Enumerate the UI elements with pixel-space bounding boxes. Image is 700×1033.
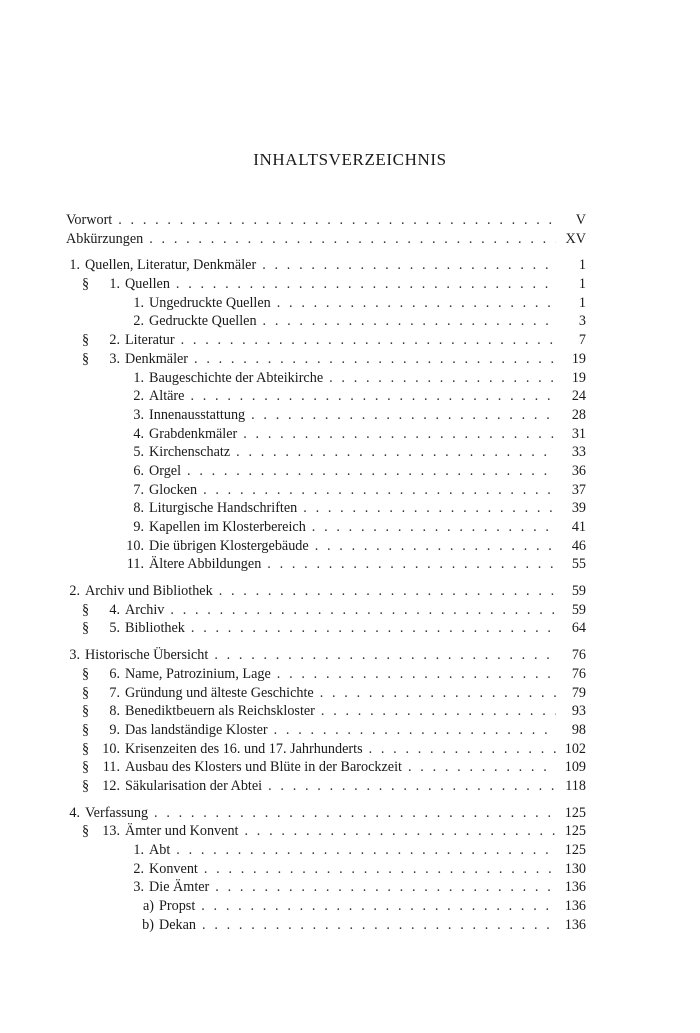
toc-entry-page-number: 19 — [571, 369, 586, 386]
dot-leader — [329, 369, 556, 388]
toc-entry-label: Literatur — [125, 332, 175, 349]
toc-entry[interactable] — [66, 582, 586, 601]
dot-leader — [181, 331, 556, 350]
toc-entry-number: 3. — [133, 406, 144, 423]
dot-leader — [267, 555, 556, 574]
toc-entry-number: 2. — [109, 332, 120, 349]
toc-entry[interactable] — [66, 916, 586, 935]
toc-entry-page-number: 125 — [564, 804, 586, 821]
toc-entry-label: Konvent — [149, 860, 198, 877]
toc-entry-label: Innenausstattung — [149, 406, 246, 423]
toc-entry-page-number: 79 — [571, 684, 586, 701]
toc-entry-number: 1. — [133, 842, 144, 858]
section-sign: § — [82, 823, 90, 840]
toc-entry-label: Altäre — [149, 388, 185, 405]
toc-entry-page-number: 55 — [571, 556, 586, 573]
toc-entry[interactable] — [66, 537, 586, 556]
toc-entry-label: Liturgische Handschriften — [149, 500, 298, 517]
dot-leader — [190, 387, 556, 406]
toc-entry-label: Das landständige Kloster — [125, 721, 268, 738]
toc-entry[interactable] — [66, 294, 586, 313]
dot-leader — [176, 841, 556, 860]
dot-leader — [315, 537, 556, 556]
toc-entry-number: 1. — [133, 294, 144, 311]
toc-entry-number: 10. — [102, 740, 120, 757]
toc-entry-page-number: 136 — [564, 898, 586, 915]
toc-entry-number: 4. — [69, 804, 80, 821]
dot-leader — [219, 582, 556, 601]
dot-leader — [191, 619, 556, 638]
section-sign: § — [82, 777, 90, 794]
toc-entry-page-number: 136 — [564, 879, 586, 896]
toc-entry[interactable] — [66, 721, 586, 740]
toc-entry-number: 1. — [133, 369, 144, 386]
toc-entry-page-number: 125 — [564, 823, 586, 840]
toc-entry-label: Vorwort — [66, 212, 113, 228]
toc-entry[interactable] — [66, 777, 586, 796]
toc-entry-number: 11. — [102, 759, 120, 776]
dot-leader — [277, 294, 556, 313]
page-title: INHALTSVERZEICHNIS — [253, 150, 447, 169]
toc-entry-number: a) — [142, 898, 154, 915]
dot-leader — [369, 740, 556, 759]
toc-entry-page-number: 7 — [578, 332, 586, 349]
toc-entry[interactable] — [66, 897, 586, 916]
dot-leader — [215, 878, 556, 897]
toc-entry-label: Historische Übersicht — [85, 647, 209, 664]
toc-entry-page-number: V — [575, 212, 586, 228]
toc-entry[interactable] — [66, 481, 586, 500]
toc-entry-page-number: XV — [565, 230, 586, 247]
section-sign: § — [82, 350, 90, 367]
section-sign: § — [82, 740, 90, 757]
toc-entry[interactable] — [66, 841, 586, 860]
toc-entry-number: 10. — [126, 537, 144, 554]
toc-entry-number: 7. — [109, 684, 120, 701]
toc-entry[interactable] — [66, 804, 586, 823]
toc-entry-number: 2. — [133, 313, 144, 330]
toc-entry-label: Orgel — [149, 462, 182, 479]
section-sign: § — [82, 620, 90, 637]
dot-leader — [263, 312, 556, 331]
toc-entry-number: 8. — [109, 703, 120, 720]
toc-entry-page-number: 33 — [571, 444, 586, 461]
toc-entry-label: Verfassung — [85, 804, 149, 821]
section-sign: § — [82, 759, 90, 776]
toc-entry-label: Ungedruckte Quellen — [149, 294, 271, 311]
toc-entry[interactable] — [66, 211, 586, 230]
toc-entry-page-number: 93 — [571, 703, 586, 720]
dot-leader — [312, 518, 556, 537]
toc-entry-number: 5. — [109, 620, 120, 637]
toc-entry-label: Grabdenkmäler — [149, 425, 238, 442]
dot-leader — [251, 406, 556, 425]
toc-entry-label: Krisenzeiten des 16. und 17. Jahrhunderts — [125, 740, 363, 757]
toc-entry[interactable] — [66, 684, 586, 703]
toc-entry-number: 3. — [133, 879, 144, 896]
toc-entry-page-number: 109 — [564, 759, 586, 776]
dot-leader — [194, 350, 556, 369]
dot-leader — [236, 443, 556, 462]
section-sign: § — [82, 276, 90, 293]
dot-leader — [277, 665, 556, 684]
toc-entry-number: 7. — [133, 481, 144, 498]
toc-entry-label: Gedruckte Quellen — [149, 313, 257, 330]
toc-entry[interactable] — [66, 312, 586, 331]
toc-entry[interactable] — [66, 758, 586, 777]
toc-entry[interactable] — [66, 369, 586, 388]
toc-entry-label: Kapellen im Klosterbereich — [149, 519, 306, 535]
toc-entry-number: 2. — [133, 388, 144, 405]
toc-entry-page-number: 28 — [571, 406, 586, 423]
toc-entry-page-number: 59 — [571, 583, 586, 600]
toc-entry-page-number: 130 — [564, 860, 586, 877]
toc-entry-number: 6. — [109, 665, 120, 682]
toc-entry-label: Abkürzungen — [66, 230, 144, 247]
toc-entry-page-number: 76 — [571, 665, 586, 682]
toc-entry[interactable] — [66, 878, 586, 897]
table-of-contents — [66, 211, 586, 934]
toc-entry-label: Bibliothek — [125, 620, 185, 637]
toc-entry-page-number: 59 — [571, 601, 586, 618]
toc-entry-label: Benediktbeuern als Reichskloster — [125, 703, 315, 720]
section-sign: § — [82, 665, 90, 682]
dot-leader — [204, 860, 556, 879]
section-sign: § — [82, 601, 90, 618]
toc-entry[interactable] — [66, 702, 586, 721]
toc-entry-number: 13. — [102, 823, 120, 840]
toc-entry-number: 4. — [109, 601, 120, 618]
toc-entry-label: Die übrigen Klostergebäude — [149, 537, 309, 554]
dot-leader — [321, 702, 556, 721]
toc-entry-page-number: 41 — [571, 519, 586, 535]
toc-entry-label: Propst — [159, 898, 196, 915]
dot-leader — [154, 804, 556, 823]
toc-entry-label: Kirchenschatz — [149, 444, 231, 461]
toc-entry-page-number: 98 — [571, 721, 586, 738]
dot-leader — [176, 275, 556, 294]
toc-entry[interactable] — [66, 425, 586, 444]
toc-entry[interactable] — [66, 555, 586, 574]
dot-leader — [262, 256, 556, 275]
toc-entry[interactable] — [66, 665, 586, 684]
toc-entry[interactable] — [66, 740, 586, 759]
toc-entry-page-number: 37 — [571, 481, 586, 498]
toc-entry-number: 4. — [133, 425, 144, 442]
toc-entry-page-number: 1 — [578, 257, 586, 274]
toc-entry[interactable] — [66, 230, 586, 249]
dot-leader — [202, 916, 556, 935]
toc-entry-label: Säkularisation der Abtei — [125, 777, 263, 794]
toc-entry-page-number: 19 — [571, 350, 586, 367]
dot-leader — [244, 822, 556, 841]
dot-leader — [118, 211, 556, 230]
toc-entry-page-number: 64 — [571, 620, 586, 637]
section-sign: § — [82, 721, 90, 738]
toc-entry-page-number: 24 — [571, 388, 586, 405]
toc-entry-page-number: 39 — [571, 500, 586, 517]
toc-entry[interactable] — [66, 822, 586, 841]
toc-entry-label: Ämter und Konvent — [125, 823, 239, 840]
toc-entry-label: Abt — [149, 842, 171, 858]
toc-entry-number: 9. — [109, 721, 120, 738]
dot-leader — [149, 230, 556, 249]
toc-entry-label: Quellen, Literatur, Denkmäler — [85, 257, 257, 274]
section-sign: § — [82, 684, 90, 701]
dot-leader — [268, 777, 556, 796]
toc-entry-number: 2. — [133, 860, 144, 877]
dot-leader — [320, 684, 556, 703]
toc-entry-number: 12. — [102, 777, 120, 794]
toc-entry-label: Die Ämter — [149, 879, 210, 896]
dot-leader — [214, 646, 556, 665]
toc-entry[interactable] — [66, 601, 586, 620]
toc-entry[interactable] — [66, 462, 586, 481]
toc-entry-label: Dekan — [159, 916, 197, 933]
toc-entry-page-number: 1 — [578, 294, 586, 311]
toc-entry-number: 8. — [133, 500, 144, 517]
toc-entry-number: 5. — [133, 444, 144, 461]
toc-entry-number: 1. — [69, 257, 80, 274]
toc-entry-label: Glocken — [149, 481, 198, 498]
toc-entry-label: Ausbau des Klosters und Blüte in der Barockzeit — [125, 759, 402, 776]
toc-entry-number: 3. — [109, 350, 120, 367]
toc-entry[interactable] — [66, 350, 586, 369]
toc-entry-page-number: 76 — [571, 647, 586, 664]
toc-entry-label: Archiv — [125, 601, 165, 618]
toc-entry-page-number: 31 — [571, 425, 586, 442]
toc-entry-label: Gründung und älteste Geschichte — [125, 684, 314, 701]
toc-entry[interactable] — [66, 619, 586, 638]
toc-entry[interactable] — [66, 275, 586, 294]
toc-entry-page-number: 1 — [578, 276, 586, 293]
toc-entry[interactable] — [66, 518, 586, 537]
toc-entry-page-number: 3 — [578, 313, 586, 330]
toc-entry-number: 3. — [69, 647, 80, 664]
toc-entry[interactable] — [66, 331, 586, 350]
dot-leader — [274, 721, 556, 740]
toc-entry[interactable] — [66, 256, 586, 275]
dot-leader — [408, 758, 556, 777]
toc-entry-number: 1. — [109, 276, 120, 293]
toc-entry-label: Denkmäler — [125, 350, 189, 367]
toc-entry-page-number: 102 — [564, 740, 586, 757]
toc-entry-number: 2. — [69, 583, 80, 600]
toc-entry-number: 6. — [133, 462, 144, 479]
toc-entry[interactable] — [66, 499, 586, 518]
toc-entry-label: Quellen — [125, 276, 170, 293]
toc-entry-label: Archiv und Bibliothek — [85, 583, 213, 600]
dot-leader — [203, 481, 556, 500]
toc-entry-page-number: 118 — [565, 777, 586, 794]
toc-entry-label: Baugeschichte der Abteikirche — [149, 369, 324, 386]
dot-leader — [170, 601, 556, 620]
toc-entry[interactable] — [66, 406, 586, 425]
dot-leader — [187, 462, 556, 481]
toc-entry-number: 9. — [133, 519, 144, 535]
section-sign: § — [82, 332, 90, 349]
toc-entry-number: 11. — [126, 556, 144, 573]
toc-entry[interactable] — [66, 646, 586, 665]
dot-leader — [243, 425, 556, 444]
dot-leader — [201, 897, 556, 916]
toc-entry[interactable] — [66, 387, 586, 406]
toc-entry-page-number: 36 — [571, 462, 586, 479]
toc-entry-label: Ältere Abbildungen — [149, 556, 262, 573]
section-sign: § — [82, 703, 90, 720]
toc-entry-page-number: 125 — [564, 842, 586, 858]
toc-entry[interactable] — [66, 860, 586, 879]
toc-entry-number: b) — [142, 916, 154, 933]
toc-entry-label: Name, Patrozinium, Lage — [125, 665, 271, 682]
toc-entry-page-number: 136 — [564, 916, 586, 933]
toc-entry-page-number: 46 — [571, 537, 586, 554]
toc-entry[interactable] — [66, 443, 586, 462]
dot-leader — [303, 499, 556, 518]
